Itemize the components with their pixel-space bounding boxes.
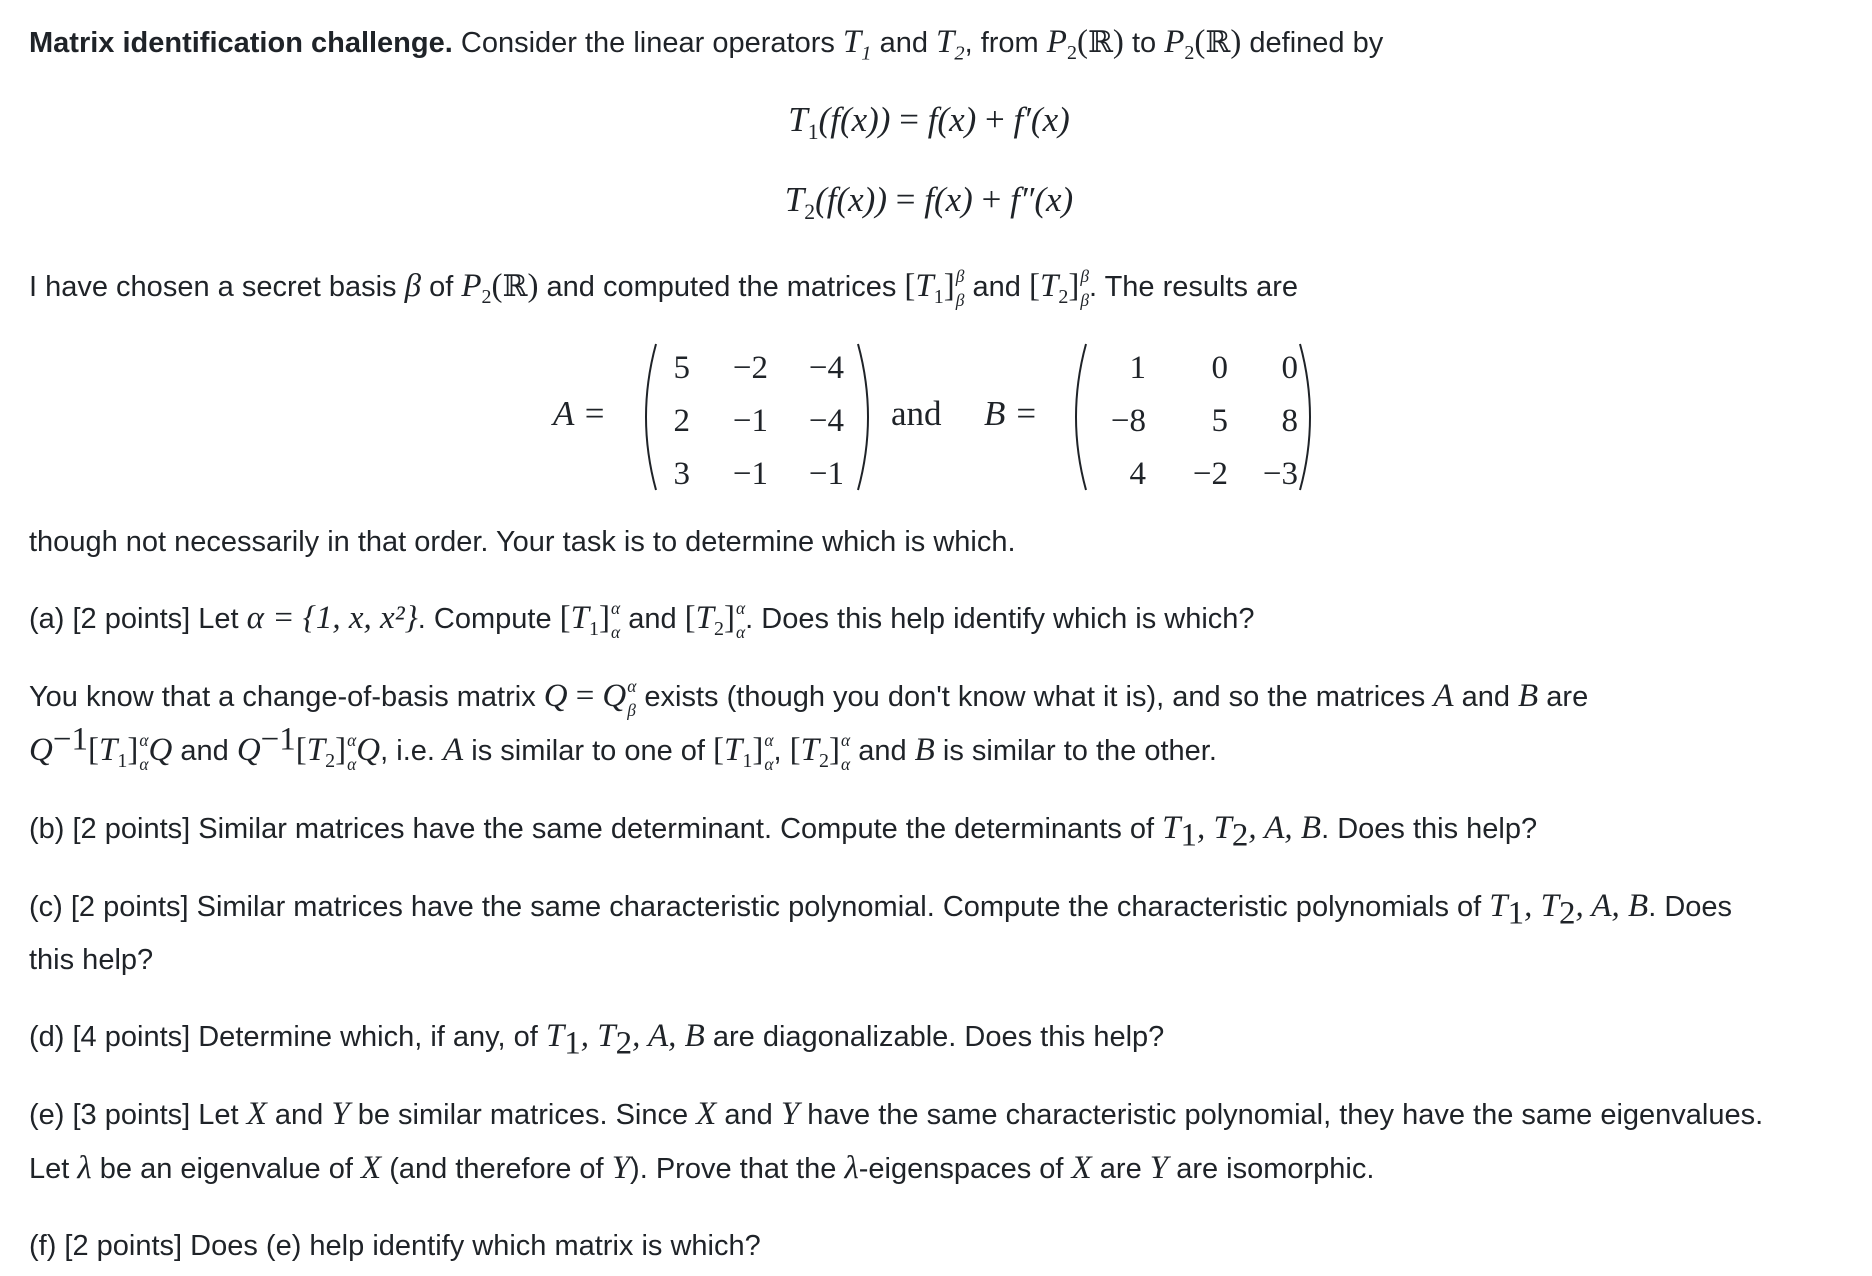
part-c: (c) [2 points] Similar matrices have the same characteristic polynomial. Compute the characteristic polynomials of $T_1$, $T_2$, A, B. Does	[29, 888, 1733, 932]
part-b: (b) [2 points] Similar matrices have the same determinant. Compute the determinants of $T_1$, $T_2$, A, B. Does this help?	[29, 810, 1538, 854]
matrix-a-cell-0-0: 5	[673, 350, 690, 386]
matrix-a-cell-1-1: −1	[732, 403, 768, 439]
matrix-b-cell-1-1: 5	[1211, 403, 1228, 439]
part-e-line1: (e) [3 points] Let X and Y be similar matrices. Since X and Y have the same characteristic polynomial, they have the same eigenvalues.	[29, 1096, 1764, 1132]
matrix-b-cell-1-0: −8	[1110, 403, 1146, 439]
matrix-a-cell-2-1: −1	[732, 456, 768, 492]
part-f: (f) [2 points] Does (e) help identify which matrix is which?	[29, 1230, 761, 1262]
change-basis-line2: $Q^{-1}[T_1]$ α α Q and $Q^{-1}[T_2]$ α α Q, i.e. A is similar to one of $[T_1]$ α α , $[T_2]$ α α and B is similar to the other.	[29, 721, 1217, 775]
intro-text: Consider the linear operators	[460, 27, 835, 59]
matrix-a-cell-0-1: −2	[732, 350, 768, 386]
matrix-a-cell-2-0: 3	[673, 456, 690, 492]
matrix-b-cell-0-0: 1	[1129, 350, 1146, 386]
equation-t2: $T_2(f(x)) = f(x) + f''(x)$	[784, 180, 1074, 224]
part-a: (a) [2 points] Let α = {1, x, x²}. Compute $[T_1]$ α α and $[T_2]$ α α . Does this help identify which is which?	[29, 597, 1255, 643]
equation-t1: $T_1(f(x)) = f(x) + f'(x)$	[788, 100, 1070, 144]
change-basis-line1: You know that a change-of-basis matrix Q = Q α β exists (though you don't know what it is), and so the matrices A and B are	[29, 675, 1589, 721]
matrix-a-label: A =	[553, 394, 607, 433]
matrix-b	[1064, 342, 1334, 492]
matrix-a-cell-2-2: −1	[808, 456, 844, 492]
part-e-line2: Let λ be an eigenvalue of X (and therefore of Y). Prove that the λ-eigenspaces of X are Y are isomorphic.	[29, 1150, 1375, 1186]
matrix-b-cell-0-2: 0	[1281, 350, 1298, 386]
matrix-a-cell-1-2: −4	[808, 403, 844, 439]
matrices-and: and	[891, 394, 942, 433]
right-paren-icon	[854, 342, 880, 492]
part-d: (d) [4 points] Determine which, if any, of $T_1$, $T_2$, A, B are diagonalizable. Does this help?	[29, 1018, 1165, 1062]
matrix-b-cell-2-0: 4	[1129, 456, 1146, 492]
matrix-a	[634, 342, 884, 492]
matrix-b-cell-2-1: −2	[1192, 456, 1228, 492]
right-paren-icon	[1296, 342, 1322, 492]
matrix-b-cells	[1082, 342, 1298, 501]
matrix-b-cell-1-2: 8	[1281, 403, 1298, 439]
intro-paragraph: Matrix identification challenge. Consider the linear operators $T_1$ and $T_2$, from $P_2(ℝ)$ to $P_2(ℝ)$ defined by	[29, 24, 1384, 65]
matrix-a-cell-0-2: −4	[808, 350, 844, 386]
matrix-a-cell-1-0: 2	[673, 403, 690, 439]
intro-title: Matrix identification challenge.	[29, 27, 453, 59]
part-c-line2: this help?	[29, 944, 154, 976]
matrix-b-cell-0-1: 0	[1211, 350, 1228, 386]
matrix-b-label: B =	[984, 394, 1038, 433]
basis-sentence: I have chosen a secret basis β of $P_2(ℝ)$ and computed the matrices $[T_1]$ β β and $[T_2]$ β β . The results are	[29, 265, 1298, 311]
though-sentence: though not necessarily in that order. Your task is to determine which is which.	[29, 526, 1016, 558]
matrix-b-cell-2-2: −3	[1262, 456, 1298, 492]
matrices-display	[29, 342, 1829, 492]
matrix-a-cells	[656, 342, 844, 501]
